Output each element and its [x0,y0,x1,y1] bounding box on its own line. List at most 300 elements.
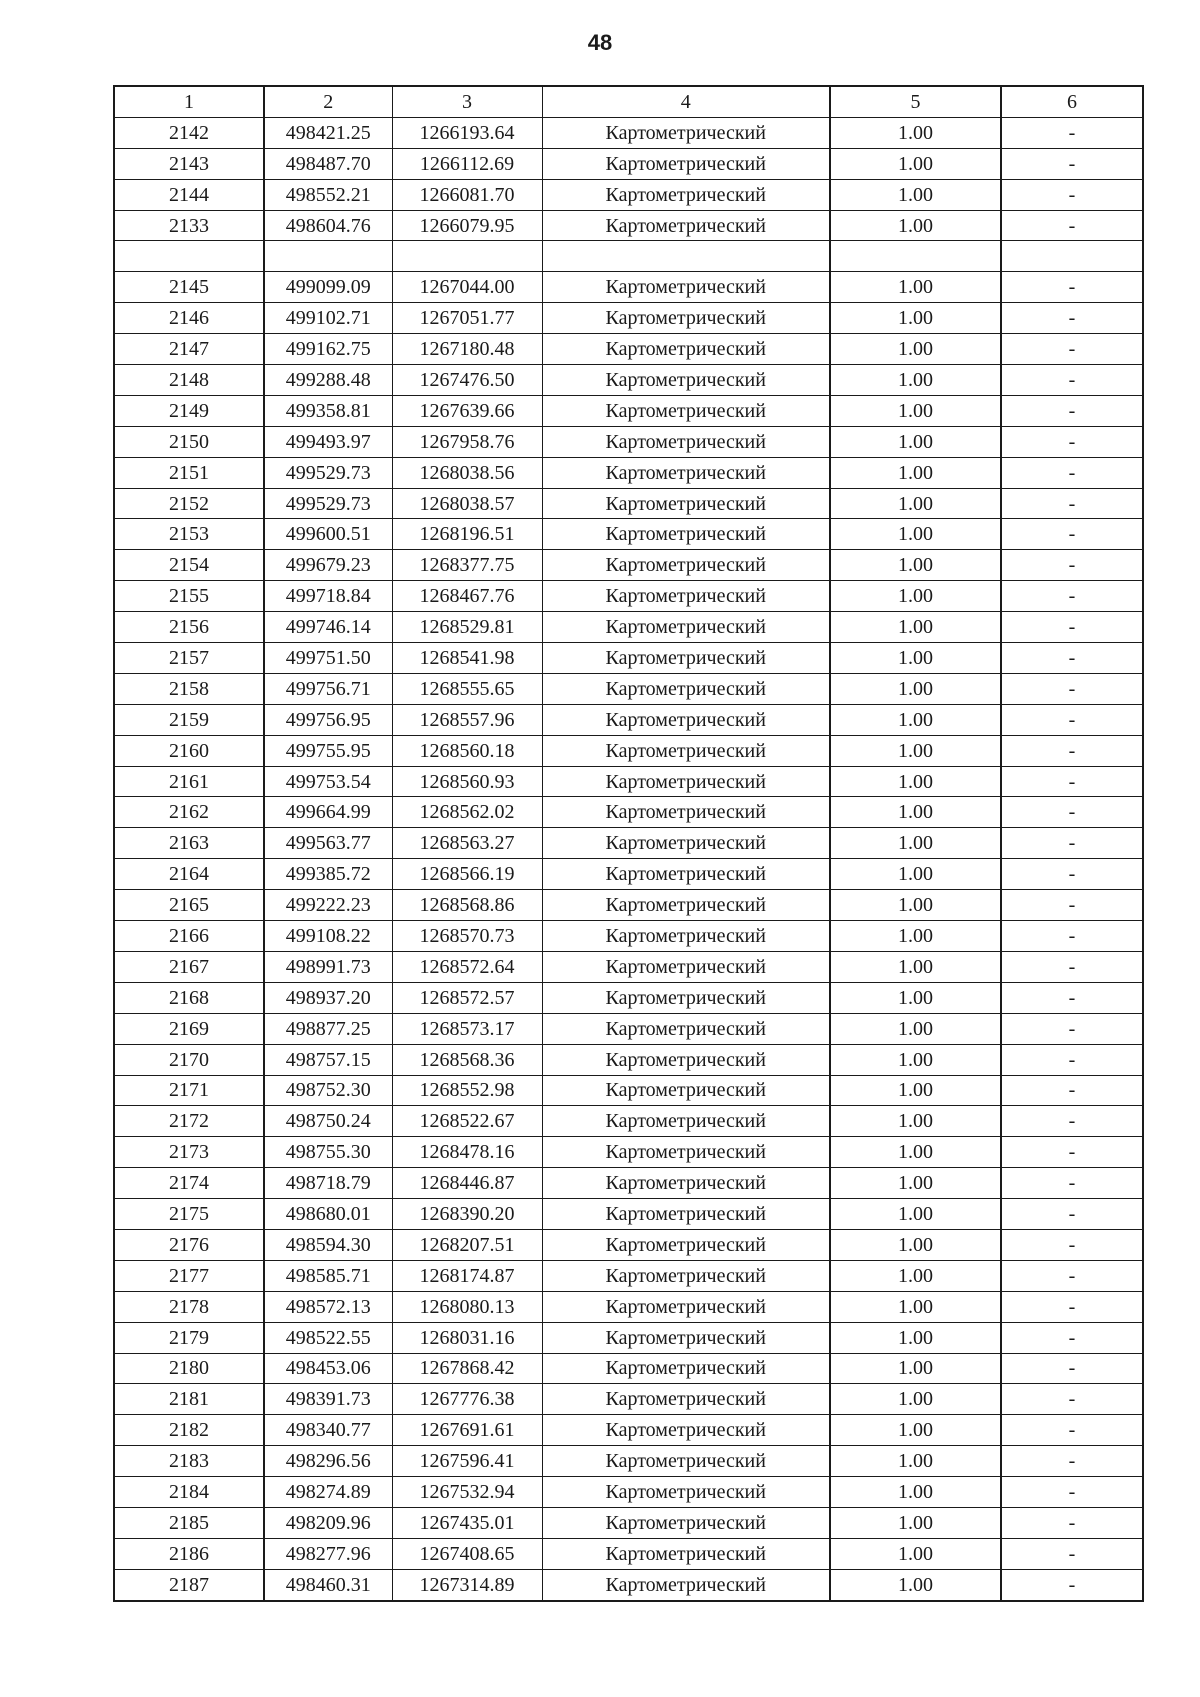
header-cell-6: 6 [1001,86,1143,117]
cell-note: - [1001,1291,1143,1322]
cell-note: - [1001,117,1143,148]
cell-coord-y: 1268390.20 [392,1199,542,1230]
cell-coord-y: 1266079.95 [392,210,542,241]
cell-coord-y: 1267051.77 [392,303,542,334]
cell-point-number: 2185 [114,1507,264,1538]
header-cell-3: 3 [392,86,542,117]
cell-point-number: 2177 [114,1260,264,1291]
cell-accuracy: 1.00 [830,1044,1001,1075]
cell-method: Картометрический [542,1353,830,1384]
cell-coord-x: 498680.01 [264,1199,392,1230]
cell-note: - [1001,457,1143,488]
cell-accuracy: 1.00 [830,1477,1001,1508]
cell-coord-y: 1267596.41 [392,1446,542,1477]
cell-coord-x: 498752.30 [264,1075,392,1106]
cell-accuracy: 1.00 [830,457,1001,488]
cell-coord-x: 498585.71 [264,1260,392,1291]
cell-point-number: 2175 [114,1199,264,1230]
cell-coord-y: 1268478.16 [392,1137,542,1168]
cell-method: Картометрический [542,550,830,581]
table-row [114,272,1143,303]
cell-method: Картометрический [542,1477,830,1508]
cell-note: - [1001,1168,1143,1199]
cell-coord-x: 499756.95 [264,704,392,735]
table-row [114,890,1143,921]
cell-method: Картометрический [542,1260,830,1291]
cell-point-number: 2171 [114,1075,264,1106]
cell-coord-y: 1268080.13 [392,1291,542,1322]
cell-accuracy: 1.00 [830,550,1001,581]
cell-coord-x: 498296.56 [264,1446,392,1477]
cell-coord-x: 499751.50 [264,643,392,674]
cell-method: Картометрический [542,612,830,643]
cell-note: - [1001,581,1143,612]
cell-accuracy: 1.00 [830,519,1001,550]
cell-accuracy: 1.00 [830,179,1001,210]
cell-note: - [1001,1137,1143,1168]
cell-coord-y: 1268467.76 [392,581,542,612]
cell-note: - [1001,1384,1143,1415]
cell-coord-x: 499108.22 [264,921,392,952]
cell-accuracy: 1.00 [830,272,1001,303]
cell-coord-y: 1268555.65 [392,673,542,704]
cell-method: Картометрический [542,581,830,612]
header-cell-1: 1 [114,86,264,117]
table-row [114,1507,1143,1538]
cell-coord-y: 1267044.00 [392,272,542,303]
table-row [114,1229,1143,1260]
cell-point-number: 2167 [114,951,264,982]
cell-point-number: 2176 [114,1229,264,1260]
cell-coord-x: 498453.06 [264,1353,392,1384]
cell-note [1001,241,1143,272]
cell-point-number: 2178 [114,1291,264,1322]
cell-coord-x: 499385.72 [264,859,392,890]
table-row [114,179,1143,210]
cell-note: - [1001,1260,1143,1291]
cell-coord-x: 498755.30 [264,1137,392,1168]
table-row [114,1322,1143,1353]
cell-note: - [1001,519,1143,550]
table-row [114,210,1143,241]
table-row [114,1291,1143,1322]
cell-method: Картометрический [542,673,830,704]
cell-point-number: 2145 [114,272,264,303]
cell-method: Картометрический [542,365,830,396]
cell-method: Картометрический [542,890,830,921]
cell-note: - [1001,1353,1143,1384]
cell-coord-x: 499756.71 [264,673,392,704]
cell-point-number: 2155 [114,581,264,612]
cell-note: - [1001,704,1143,735]
cell-coord-y: 1268174.87 [392,1260,542,1291]
cell-coord-x: 498340.77 [264,1415,392,1446]
cell-note: - [1001,1569,1143,1600]
cell-point-number: 2142 [114,117,264,148]
cell-method: Картометрический [542,1415,830,1446]
cell-note: - [1001,1044,1143,1075]
table-row [114,581,1143,612]
cell-accuracy: 1.00 [830,1322,1001,1353]
cell-method: Картометрический [542,519,830,550]
cell-note: - [1001,859,1143,890]
cell-coord-x: 499718.84 [264,581,392,612]
cell-accuracy: 1.00 [830,210,1001,241]
table-row [114,1044,1143,1075]
cell-coord-x: 498757.15 [264,1044,392,1075]
cell-note: - [1001,921,1143,952]
cell-method: Картометрический [542,148,830,179]
cell-note: - [1001,272,1143,303]
cell-accuracy: 1.00 [830,1415,1001,1446]
cell-accuracy: 1.00 [830,1075,1001,1106]
table-row [114,1477,1143,1508]
cell-coord-y: 1268568.86 [392,890,542,921]
table-row [114,766,1143,797]
cell-coord-y: 1267691.61 [392,1415,542,1446]
cell-method: Картометрический [542,179,830,210]
cell-method: Картометрический [542,1291,830,1322]
cell-accuracy: 1.00 [830,1446,1001,1477]
cell-accuracy: 1.00 [830,1538,1001,1569]
cell-method: Картометрический [542,951,830,982]
cell-coord-y: 1268573.17 [392,1013,542,1044]
cell-coord-y: 1268568.36 [392,1044,542,1075]
table-row [114,828,1143,859]
table-row [114,1415,1143,1446]
cell-coord-y: 1268207.51 [392,1229,542,1260]
cell-point-number: 2148 [114,365,264,396]
cell-note: - [1001,1322,1143,1353]
cell-point-number: 2156 [114,612,264,643]
cell-note: - [1001,797,1143,828]
table-row [114,148,1143,179]
cell-coord-x: 499529.73 [264,488,392,519]
cell-point-number: 2160 [114,735,264,766]
cell-coord-x: 499563.77 [264,828,392,859]
cell-method: Картометрический [542,797,830,828]
cell-note: - [1001,1477,1143,1508]
cell-coord-y: 1267532.94 [392,1477,542,1508]
cell-note: - [1001,488,1143,519]
cell-point-number: 2165 [114,890,264,921]
table-row [114,457,1143,488]
cell-point-number: 2182 [114,1415,264,1446]
cell-method: Картометрический [542,643,830,674]
cell-point-number [114,241,264,272]
cell-coord-x: 499288.48 [264,365,392,396]
table-row [114,488,1143,519]
cell-point-number: 2150 [114,426,264,457]
cell-note: - [1001,982,1143,1013]
cell-method: Картометрический [542,457,830,488]
cell-coord-x: 498604.76 [264,210,392,241]
header-cell-4: 4 [542,86,830,117]
cell-coord-y: 1268570.73 [392,921,542,952]
cell-note: - [1001,1415,1143,1446]
cell-point-number: 2187 [114,1569,264,1600]
cell-coord-y: 1267435.01 [392,1507,542,1538]
cell-method: Картометрический [542,117,830,148]
table-row [114,1569,1143,1600]
cell-accuracy: 1.00 [830,982,1001,1013]
cell-accuracy: 1.00 [830,735,1001,766]
cell-coord-x: 498594.30 [264,1229,392,1260]
cell-coord-x: 499753.54 [264,766,392,797]
cell-coord-x: 498572.13 [264,1291,392,1322]
cell-point-number: 2169 [114,1013,264,1044]
cell-accuracy: 1.00 [830,673,1001,704]
cell-coord-x: 498274.89 [264,1477,392,1508]
table-header-row [114,86,1143,117]
cell-coord-y: 1268562.02 [392,797,542,828]
cell-point-number: 2147 [114,334,264,365]
table-body [114,117,1143,1600]
cell-note: - [1001,1507,1143,1538]
table-row [114,797,1143,828]
cell-coord-y: 1266112.69 [392,148,542,179]
cell-note: - [1001,179,1143,210]
cell-point-number: 2151 [114,457,264,488]
cell-accuracy: 1.00 [830,334,1001,365]
cell-coord-x: 498277.96 [264,1538,392,1569]
cell-accuracy: 1.00 [830,951,1001,982]
cell-accuracy: 1.00 [830,921,1001,952]
cell-accuracy: 1.00 [830,1384,1001,1415]
cell-point-number: 2162 [114,797,264,828]
table-row [114,704,1143,735]
cell-coord-y [392,241,542,272]
cell-note: - [1001,890,1143,921]
table-row [114,735,1143,766]
cell-point-number: 2159 [114,704,264,735]
cell-point-number: 2180 [114,1353,264,1384]
cell-point-number: 2184 [114,1477,264,1508]
cell-accuracy: 1.00 [830,426,1001,457]
cell-method: Картометрический [542,334,830,365]
table-row [114,1075,1143,1106]
cell-accuracy: 1.00 [830,365,1001,396]
cell-coord-y: 1268196.51 [392,519,542,550]
cell-method: Картометрический [542,921,830,952]
cell-note: - [1001,550,1143,581]
cell-coord-y: 1267958.76 [392,426,542,457]
cell-accuracy: 1.00 [830,612,1001,643]
cell-accuracy: 1.00 [830,1199,1001,1230]
table-row [114,1106,1143,1137]
cell-method: Картометрический [542,1137,830,1168]
cell-method: Картометрический [542,982,830,1013]
cell-coord-x: 499162.75 [264,334,392,365]
cell-coord-x: 499600.51 [264,519,392,550]
table-row [114,1260,1143,1291]
cell-coord-x: 499358.81 [264,395,392,426]
cell-coord-x: 498937.20 [264,982,392,1013]
cell-coord-y: 1268552.98 [392,1075,542,1106]
cell-accuracy: 1.00 [830,1291,1001,1322]
cell-accuracy: 1.00 [830,1569,1001,1600]
cell-method: Картометрический [542,859,830,890]
cell-point-number: 2163 [114,828,264,859]
table-row [114,395,1143,426]
table-row [114,612,1143,643]
cell-coord-x: 499102.71 [264,303,392,334]
table-row [114,334,1143,365]
cell-method: Картометрический [542,1229,830,1260]
cell-method [542,241,830,272]
cell-method: Картометрический [542,828,830,859]
cell-point-number: 2168 [114,982,264,1013]
table-row [114,921,1143,952]
cell-method: Картометрический [542,1569,830,1600]
cell-point-number: 2157 [114,643,264,674]
table-row [114,1137,1143,1168]
cell-coord-x: 498991.73 [264,951,392,982]
cell-accuracy: 1.00 [830,890,1001,921]
cell-accuracy: 1.00 [830,488,1001,519]
cell-coord-y: 1267408.65 [392,1538,542,1569]
cell-point-number: 2183 [114,1446,264,1477]
cell-coord-y: 1267868.42 [392,1353,542,1384]
cell-accuracy: 1.00 [830,1260,1001,1291]
cell-coord-x: 498487.70 [264,148,392,179]
cell-point-number: 2186 [114,1538,264,1569]
cell-coord-y: 1268560.18 [392,735,542,766]
cell-note: - [1001,1199,1143,1230]
cell-coord-y: 1267639.66 [392,395,542,426]
cell-method: Картометрический [542,1044,830,1075]
cell-coord-y: 1268377.75 [392,550,542,581]
table-row [114,519,1143,550]
cell-coord-y: 1268563.27 [392,828,542,859]
cell-coord-x: 498391.73 [264,1384,392,1415]
cell-method: Картометрический [542,1507,830,1538]
cell-coord-y: 1267476.50 [392,365,542,396]
cell-accuracy: 1.00 [830,797,1001,828]
cell-point-number: 2133 [114,210,264,241]
cell-coord-y: 1268572.64 [392,951,542,982]
table-row [114,859,1143,890]
cell-accuracy: 1.00 [830,1229,1001,1260]
cell-method: Картометрический [542,303,830,334]
header-cell-2: 2 [264,86,392,117]
table-row [114,982,1143,1013]
cell-point-number: 2144 [114,179,264,210]
cell-accuracy: 1.00 [830,704,1001,735]
cell-method: Картометрический [542,1075,830,1106]
cell-accuracy [830,241,1001,272]
cell-point-number: 2146 [114,303,264,334]
cell-method: Картометрический [542,1199,830,1230]
cell-method: Картометрический [542,426,830,457]
cell-point-number: 2152 [114,488,264,519]
cell-method: Картометрический [542,210,830,241]
cell-accuracy: 1.00 [830,581,1001,612]
table-row [114,643,1143,674]
cell-coord-y: 1266193.64 [392,117,542,148]
cell-note: - [1001,828,1143,859]
table-row [114,1384,1143,1415]
table-row [114,1199,1143,1230]
cell-coord-y: 1267314.89 [392,1569,542,1600]
cell-coord-x: 498460.31 [264,1569,392,1600]
cell-note: - [1001,735,1143,766]
cell-accuracy: 1.00 [830,303,1001,334]
table-row [114,550,1143,581]
cell-accuracy: 1.00 [830,859,1001,890]
cell-method: Картометрический [542,1168,830,1199]
table-row [114,1353,1143,1384]
cell-accuracy: 1.00 [830,643,1001,674]
cell-point-number: 2161 [114,766,264,797]
table-row [114,1538,1143,1569]
cell-note: - [1001,951,1143,982]
cell-coord-y: 1268557.96 [392,704,542,735]
cell-accuracy: 1.00 [830,1106,1001,1137]
cell-coord-x: 499493.97 [264,426,392,457]
cell-point-number: 2149 [114,395,264,426]
cell-note: - [1001,395,1143,426]
cell-method: Картометрический [542,1013,830,1044]
cell-method: Картометрический [542,704,830,735]
cell-point-number: 2143 [114,148,264,179]
cell-coord-x: 498718.79 [264,1168,392,1199]
cell-accuracy: 1.00 [830,1168,1001,1199]
cell-note: - [1001,334,1143,365]
cell-point-number: 2158 [114,673,264,704]
cell-coord-y: 1268031.16 [392,1322,542,1353]
cell-accuracy: 1.00 [830,828,1001,859]
cell-accuracy: 1.00 [830,1353,1001,1384]
cell-coord-y: 1266081.70 [392,179,542,210]
cell-accuracy: 1.00 [830,148,1001,179]
cell-coord-y: 1268566.19 [392,859,542,890]
cell-coord-y: 1267180.48 [392,334,542,365]
table-row [114,1446,1143,1477]
cell-method: Картометрический [542,395,830,426]
cell-method: Картометрический [542,272,830,303]
cell-note: - [1001,1106,1143,1137]
table-row [114,673,1143,704]
cell-coord-y: 1268522.67 [392,1106,542,1137]
cell-coord-y: 1268446.87 [392,1168,542,1199]
header-cell-5: 5 [830,86,1001,117]
cell-coord-x: 499099.09 [264,272,392,303]
cell-method: Картометрический [542,1538,830,1569]
cell-method: Картометрический [542,1322,830,1353]
cell-coord-x: 499664.99 [264,797,392,828]
table-row [114,1013,1143,1044]
cell-coord-y: 1268560.93 [392,766,542,797]
cell-point-number: 2153 [114,519,264,550]
cell-coord-y: 1268038.56 [392,457,542,488]
cell-coord-y: 1267776.38 [392,1384,542,1415]
cell-coord-x: 498522.55 [264,1322,392,1353]
cell-coord-x: 498421.25 [264,117,392,148]
cell-coord-x: 498552.21 [264,179,392,210]
cell-note: - [1001,210,1143,241]
cell-note: - [1001,673,1143,704]
table-row [114,1168,1143,1199]
cell-note: - [1001,365,1143,396]
cell-coord-x: 499755.95 [264,735,392,766]
cell-method: Картометрический [542,735,830,766]
table-row [114,951,1143,982]
cell-accuracy: 1.00 [830,395,1001,426]
cell-point-number: 2164 [114,859,264,890]
cell-accuracy: 1.00 [830,1507,1001,1538]
cell-point-number: 2174 [114,1168,264,1199]
